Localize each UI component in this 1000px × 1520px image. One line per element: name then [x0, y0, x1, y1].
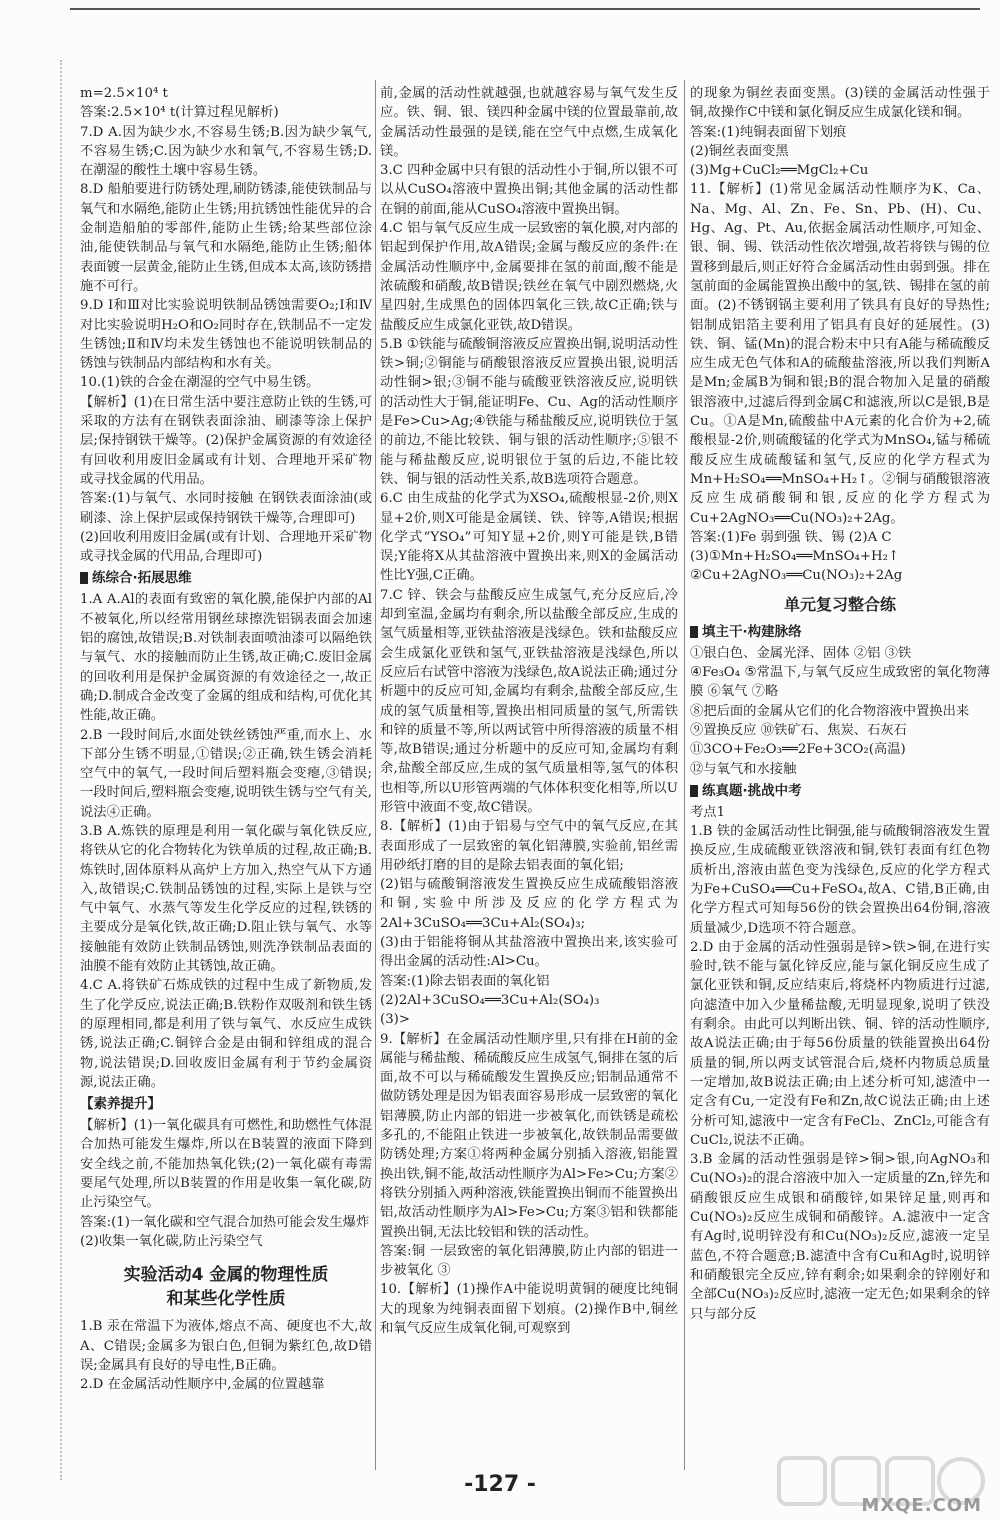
right-answers-block-1: 的现象为铜丝表面变黑。(3)镁的金属活动性强于铜,故操作C中镁和氯化铜反应生成氯化镁和铜。 答案:(1)纯铜表面留下划痕 (2)铜丝表面变黑 (3)Mg+CuCl₂══MgCl₂+Cu 11.【解析】(1)常见金属活动性顺序为K、Ca、Na、Mg、Al、Zn、Fe、Sn、Pb、(H)、Cu、Hg、Ag、Pt、Au,依据金属活动性顺序,可知金、银、铜、锡、铁活动性依次增强,故若将铁与锡的位置移到最后,则正好符合金属活动性由弱到强。排在氢前面的金属能置换出酸中的氢,铁、锡排在氢的前面。(2)不锈钢锅主要利用了铁具有良好的导热性;铝制成铝箔主要利用了铝具有良好的延展性。(3)铁、铜、锰(Mn)的混合粉末中只有A能与稀硫酸反应生成无色气体和A的硫酸盐溶液,所以我们判断A是Mn;金属B为铜和银;B的混合物加入足量的硝酸银溶液中,过滤后得到金属C和滤液,所以C是银,B是Cu。①A是Mn,硫酸盐中A元素的化合价为+2,硫酸根显-2价,则硫酸锰的化学式为MnSO₄,锰与稀硫酸反应生成硫酸锰和氢气,反应的化学方程式为Mn+H₂SO₄══MnSO₄+H₂↑。②铜与硝酸银溶液反应生成硝酸铜和银,反应的化学方程式为Cu+2AgNO₃══Cu(NO₃)₂+2Ag。 答案:(1)Fe 弱到强 铁、锡 (2)A C (3)①Mn+H₂SO₄══MnSO₄+H₂↑ ②Cu+2AgNO₃══Cu(NO₃)₂+2Ag	[690, 86, 990, 584]
section-marker-icon	[80, 572, 88, 584]
experiment-title-line-2: 和某些化学性质	[166, 1289, 286, 1310]
section-header-text: 练真题·挑战中考	[702, 782, 802, 799]
middle-answers-block: 前,金属的活动性就越强,也就越容易与氧气发生反应。铁、铜、银、镁四种金属中镁的位置最靠前,故金属活动性最强的是镁,能在空气中点燃,生成氧化镁。 3.C 四种金属中只有银的活动性小于铜,所以银不可以从CuSO₄溶液中置换出铜;其他金属的活动性都在铜的前面,能从CuSO₄溶液中置换出铜。 4.C 铝与氧气反应生成一层致密的氧化膜,对内部的铝起到保护作用,故A错误;金属与酸反应的条件:在金属活动性顺序中,金属要排在氢的前面,酸不能是浓硫酸和硝酸,故B错误;铁丝在氧气中剧烈燃烧,火星四射,生成黑色的固体四氧化三铁,故C正确;铁与盐酸反应生成氯化亚铁,故D错误。 5.B ①铁能与硫酸铜溶液反应置换出铜,说明活动性铁>铜;②铜能与硝酸银溶液反应置换出银,说明活动性铜>银;③铜不能与硫酸亚铁溶液反应,说明铁的活动性大于铜,能证明Fe、Cu、Ag的活动性顺序是Fe>Cu>Ag;④铁能与稀盐酸反应,说明铁位于氢的前边,不能比较铁、铜与银的活动性顺序;⑤银不能与稀盐酸反应,说明银位于氢的后边,不能比较铁、铜与银的活动性关系,故B选项符合题意。 6.C 由生成盐的化学式为XSO₄,硫酸根显-2价,则X显+2价,则X可能是金属镁、铁、锌等,A错误;根据化学式“YSO₄”可知Y显+2价,则Y可能是铁,B错误;Y能将X从其盐溶液中置换出来,则X的金属活动性比Y强,C正确。 7.C 锌、铁会与盐酸反应生成氢气,充分反应后,冷却到室温,金属均有剩余,所以盐酸全部反应,生成的氢气质量相等,亚铁盐溶液是浅绿色。铁和盐酸反应会生成氯化亚铁和氢气,亚铁盐溶液是浅绿色,所以反应后右试管中溶液为浅绿色,故A说法正确;通过分析题中的反应可知,金属均有剩余,盐酸全部反应,生成的氢气质量相等,置换出相同质量的氢气,所需铁和锌的质量不等,所以两试管中所得溶液的质量不相等,故B错误;通过分析题中的反应可知,金属均有剩余,盐酸全部反应,生成的氢气质量相等,氢气的体积也相等,所以U形管两端的气体体积变化相等,所以U形管中液面不变,故C错误。 8.【解析】(1)由于铝易与空气中的氧气反应,在其表面形成了一层致密的氧化铝薄膜,实验前,铝丝需用砂纸打磨的目的是除去铝表面的氧化铝; (2)铝与硫酸铜溶液发生置换反应生成硫酸铝溶液和铜,实验中所涉及反应的化学方程式为2Al+3CuSO₄══3Cu+Al₂(SO₄)₃; (3)由于铝能将铜从其盐溶液中置换出来,该实验可得出金属的活动性:Al>Cu。 答案:(1)除去铝表面的氧化铝 (2)2Al+3CuSO₄══3Cu+Al₂(SO₄)₃ (3)> 9.【解析】在金属活动性顺序里,只有排在H前的金属能与稀盐酸、稀硫酸反应生成氢气,铜排在氢的后面,故不可以与稀硫酸发生置换反应;铝制品通常不做防锈处理是因为铝表面容易形成一层致密的氧化铝薄膜,防止内部的铝进一步被氧化,而铁锈是疏松多孔的,不能阻止铁进一步被氧化,故铁制品需要做防锈处理;方案①将两种金属分别插入溶液,铝能置换出铁,铜不能,故活动性顺序为Al>Fe>Cu;方案②将铁分别插入两种溶液,铁能置换出铜而不能置换出铝,故活动性顺序为Al>Fe>Cu;方案③铝和铁都能置换出铜,无法比较铝和铁的活动性。 答案:铜 一层致密的氧化铝薄膜,防止内部的铝进一步被氧化 ③ 10.【解析】(1)操作A中能说明黄铜的硬度比纯铜大的现象为纯铜表面留下划痕。(2)操作B中,铜丝和氧气反应生成氧化铜,可观察到	[380, 86, 678, 1336]
left-answers-block-2: 1.A A.Al的表面有致密的氧化膜,能保护内部的Al不被氧化,所以经常用钢丝球擦洗铝锅表面会加速铝的腐蚀,故错误;B.对铁制表面喷油漆可以隔绝铁与氧气、水的接触而防止生锈,故正确;C.废旧金属的回收利用是保护金属资源的有效途径之一,故正确;D.制成合金改变了金属的组成和结构,可优化其性能,故正确。 2.B 一段时间后,水面处铁丝锈蚀严重,而水上、水下部分生锈不明显,①错误;②正确,铁生锈会消耗空气中的氧气,一段时间后塑料瓶会变瘪,③错误;一段时间后,塑料瓶会变瘪,说明铁生锈与空气有关,说法④正确。 3.B A.炼铁的原理是利用一氧化碳与氧化铁反应,将铁从它的化合物转化为铁单质的过程,故正确;B.炼铁时,固体原料从高炉上方加入,热空气从下方通入,故错误;C.铁制品锈蚀的过程,实际上是铁与空气中氧气、水蒸气等发生化学反应的过程,铁锈的主要成分是氧化铁,故正确;D.阻止铁与氧气、水等接触能有效防止铁制品锈蚀,则洗净铁制品表面的油膜不能有效防止其锈蚀,故正确。 4.C A.将铁矿石炼成铁的过程中生成了新物质,发生了化学反应,说法正确;B.铁粉作双吸剂和铁生锈的原理相同,都是利用了铁与氧气、水反应生成铁锈,说法正确;C.铜锌合金是由铜和锌组成的混合物,说法错误;D.回收废旧金属有利于节约金属资源,说法正确。	[80, 592, 372, 1090]
left-answers-block-4: 1.B 汞在常温下为液体,熔点不高、硬度也不大,故A、C错误;金属多为银白色,但铜为紫红色,故D错误;金属具有良好的导电性,B正确。 2.D 在金属活动性顺序中,金属的位置越靠	[80, 1319, 372, 1393]
section-header-literacy: 【素养提升】	[80, 1096, 161, 1113]
top-rule	[70, 8, 980, 10]
watermark-text: MXQE.COM	[861, 1495, 982, 1516]
section-marker-icon	[690, 626, 698, 638]
left-answers-block-3: 【解析】(1)一氧化碳具有可燃性,和助燃性气体混合加热可能发生爆炸,所以在B装置的液面下降到安全线之前,不能加热氧化铁;(2)一氧化碳有毒需要尾气处理,所以B装置的作用是收集一氧化碳,防止污染空气。 答案:(1)一氧化碳和空气混合加热可能会发生爆炸 (2)收集一氧化碳,防止污染空气	[80, 1118, 372, 1249]
column-divider-1	[375, 80, 376, 1470]
left-answers-block-1: m=2.5×10⁴ t 答案:2.5×10⁴ t(计算过程见解析) 7.D A.因为缺少水,不容易生锈;B.因为缺少氧气,不容易生锈;C.因为缺少水和氧气,不容易生锈;D.在潮湿的酸性土壤中容易生锈。 8.D 船舶要进行防锈处理,刷防锈漆,能使铁制品与氧气和水隔绝,能防止生锈;用抗锈蚀性能优异的合金制造船舶的零部件,能防止生锈;给某些部位涂油,能使铁制品与氧气和水隔绝,能防止生锈;船体表面镀一层黄金,能防止生锈,但成本太高,该防锈措施不可行。 9.D Ⅰ和Ⅲ对比实验说明铁制品锈蚀需要O₂;Ⅰ和Ⅳ对比实验说明H₂O和O₂同时存在,铁制品不一定发生锈蚀;Ⅱ和Ⅳ均未发生锈蚀也不能说明铁制品的锈蚀与铁制品内部结构和水有关。 10.(1)铁的合金在潮湿的空气中易生锈。 【解析】(1)在日常生活中要注意防止铁的生锈,可采取的方法有在钢铁表面涂油、刷漆等涂上保护层;保持钢铁干燥等。(2)保护金属资源的有效途径有回收利用废旧金属或有计划、合理地开采矿物或寻找金属的代用品。 答案:(1)与氧气、水同时接触 在钢铁表面涂油(或刷漆、涂上保护层或保持钢铁干燥等,合理即可) (2)回收利用废旧金属(或有计划、合理地开采矿物或寻找金属的代用品,合理即可)	[80, 86, 372, 565]
binding-line	[60, 60, 62, 1480]
section-header-framework	[690, 622, 990, 642]
unit-review-title: 单元复习整合练	[783, 594, 896, 614]
left-column	[80, 84, 372, 1474]
section-header-text: 练综合·拓展思维	[92, 570, 192, 587]
middle-column	[380, 84, 678, 1474]
experiment-title-line-1: 实验活动4 金属的物理性质	[123, 1265, 329, 1286]
section-marker-icon	[690, 785, 698, 797]
section-header-text: 填主干·构建脉络	[702, 623, 802, 640]
right-column	[690, 84, 990, 1474]
right-answers-block-2: ①银白色、金属光泽、固体 ②铝 ③铁 ④Fe₃O₄ ⑤常温下,与氧气反应生成致密的氧化物薄膜 ⑥氧气 ⑦略 ⑧把后面的金属从它们的化合物溶液中置换出来 ⑨置换反应 ⑩铁矿石、焦炭、石灰石 ⑪3CO+Fe₂O₃══2Fe+3CO₂(高温) ⑫与氧气和水接触	[690, 645, 990, 777]
section-header-comprehensive	[80, 568, 372, 588]
section-header-exam	[690, 781, 990, 801]
experiment-title	[80, 1263, 372, 1311]
page-number: -127 -	[464, 1472, 536, 1497]
column-divider-2	[684, 80, 685, 1470]
right-answers-block-3: 考点1 1.B 铁的金属活动性比铜强,能与硫酸铜溶液发生置换反应,生成硫酸亚铁溶液和铜,铁钉表面有红色物质析出,溶液由蓝色变为浅绿色,反应的化学方程式为Fe+CuSO₄══Cu+FeSO₄,故A、C错,B正确,由化学方程式可知每56份的铁会置换出64份铜,溶液质量减少,D选项不符合题意。 2.D 由于金属的活动性强弱是锌>铁>铜,在进行实验时,铁不能与氯化锌反应,能与氯化铜反应生成了氯化亚铁和铜,反应结束后,将烧杯内物质进行过滤,向滤渣中加入少量稀盐酸,无明显现象,说明了铁没有剩余。由此可以判断出铁、铜、锌的活动性顺序,故A说法正确;由于每56份质量的铁能置换出64份质量的铜,所以两支试管混合后,烧杯内物质总质量一定增加,故B说法正确;由上述分析可知,滤渣中一定含有Cu,一定没有Fe和Zn,故C说法正确;由上述分析可知,滤液中一定含有FeCl₂、ZnCl₂,可能含有CuCl₂,说法不正确。 3.B 金属的活动性强弱是锌>铜>银,向AgNO₃和Cu(NO₃)₂的混合溶液中加入一定质量的Zn,锌先和硝酸银反应生成银和硝酸锌,如果锌足量,则再和Cu(NO₃)₂反应生成铜和硝酸锌。A.滤液中一定含有Ag时,说明锌没有和Cu(NO₃)₂反应,滤液一定呈蓝色,不符合题意;B.滤渣中含有Cu和Ag时,说明锌和硝酸银完全反应,锌有剩余;如果剩余的锌刚好和全部Cu(NO₃)₂反应时,滤液一定无色;如果剩余的锌只与部分反	[690, 804, 990, 1322]
